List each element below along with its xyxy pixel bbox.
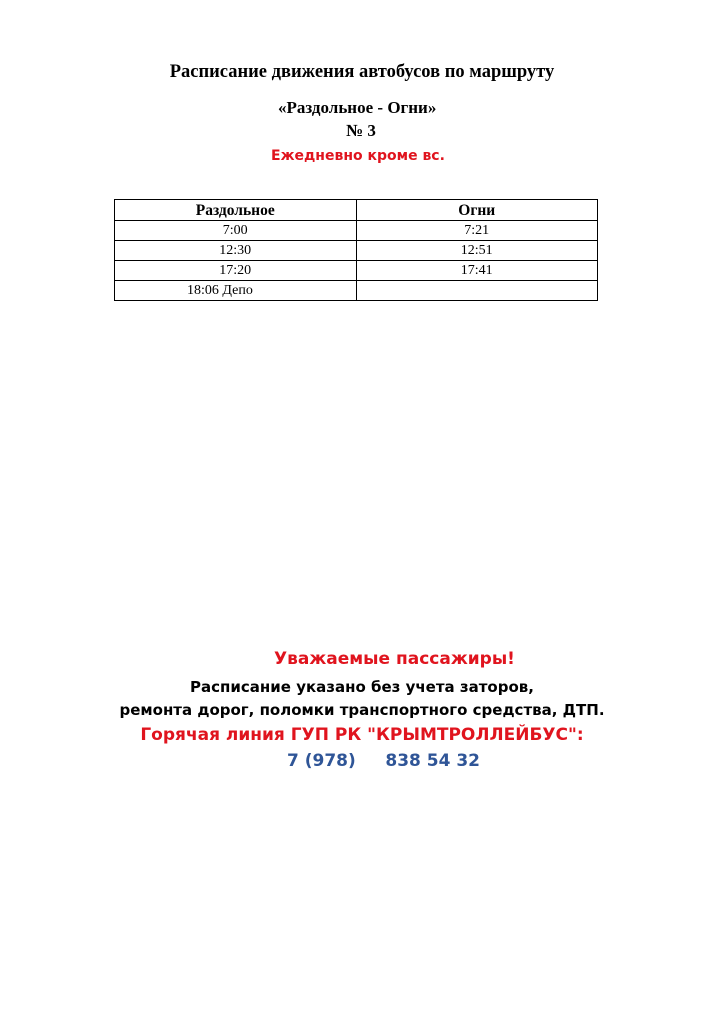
notice-greeting: Уважаемые пассажиры! [274,649,515,669]
departure-ogni [356,281,598,301]
route-number: № 3 [346,121,376,140]
column-header-razdolnoe: Раздольное [115,200,357,221]
table-row [115,221,598,241]
timetable [114,199,598,301]
table-row [115,261,598,281]
departure-razdolnoe: 18:06 Депо [115,281,357,301]
notice-line-2: ремонта дорог, поломки транспортного средства, ДТП. [119,701,605,719]
departure-razdolnoe: 12:30 [115,241,357,261]
schedule-note: Ежедневно кроме вс. [271,148,445,164]
departure-razdolnoe: 17:20 [115,261,357,281]
departure-razdolnoe: 7:00 [115,221,357,241]
departure-ogni: 17:41 [356,261,598,281]
departure-ogni: 12:51 [356,241,598,261]
hotline-phone: 7 (978) 838 54 32 [287,751,481,771]
hotline-title: Горячая линия ГУП РК "КРЫМТРОЛЛЕЙБУС": [140,725,584,745]
timetable-header-row [115,200,598,221]
document-title: Расписание движения автобусов по маршруту [169,62,555,82]
departure-ogni: 7:21 [356,221,598,241]
notice-line-1: Расписание указано без учета заторов, [190,678,534,696]
column-header-ogni: Огни [356,200,598,221]
table-row [115,241,598,261]
table-row [115,281,598,301]
route-name: «Раздольное - Огни» [278,98,437,117]
